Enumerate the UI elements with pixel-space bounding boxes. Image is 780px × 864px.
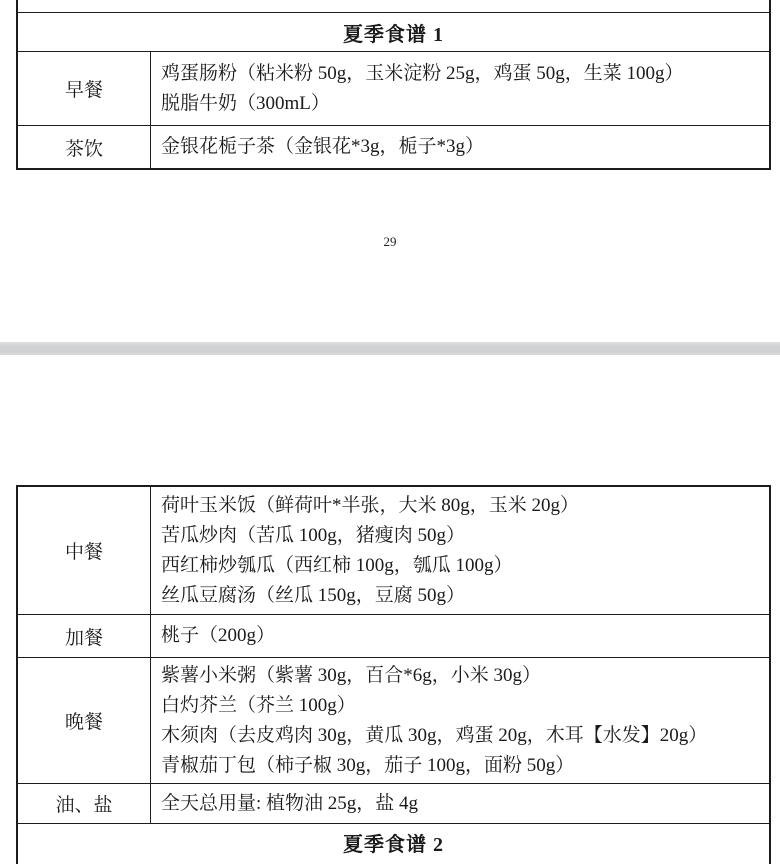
dish-line: 丝瓜豆腐汤（丝瓜 150g，豆腐 50g）	[161, 584, 466, 606]
document-page-30	[0, 355, 780, 856]
table-row-tea	[18, 126, 769, 168]
document-page-29	[0, 0, 780, 342]
dish-line: 全天总用量: 植物油 25g，盐 4g	[161, 792, 419, 814]
dish-line: 西红柿炒瓠瓜（西红柿 100g，瓠瓜 100g）	[161, 554, 513, 576]
dish-line: 苦瓜炒肉（苦瓜 100g，猪瘦肉 50g）	[161, 524, 466, 546]
row-content-oil-salt	[151, 784, 769, 823]
dish-line: 鸡蛋肠粉（粘米粉 50g，玉米淀粉 25g，鸡蛋 50g，生菜 100g）	[161, 62, 684, 84]
row-content-tea	[151, 126, 769, 168]
next-table-title-row	[18, 824, 769, 864]
table-partial-top-row	[18, 0, 769, 13]
dish-line: 白灼芥兰（芥兰 100g）	[161, 694, 356, 716]
page-separator-band	[0, 342, 780, 355]
table-row-breakfast	[18, 52, 769, 126]
row-label-lunch: 中餐	[18, 487, 151, 614]
dish-line: 青椒茄丁包（柿子椒 30g，茄子 100g，面粉 50g）	[161, 754, 575, 776]
table-row-oil-salt	[18, 784, 769, 824]
dish-line: 木须肉（去皮鸡肉 30g，黄瓜 30g，鸡蛋 20g，木耳【水发】20g）	[161, 724, 708, 746]
table-title-row	[18, 13, 769, 52]
row-label-dinner: 晚餐	[18, 658, 151, 783]
next-table-title: 夏季食谱 2	[343, 834, 444, 856]
recipe-table-summer-1-continued	[16, 485, 771, 864]
table-row-snack	[18, 615, 769, 658]
row-content-lunch	[151, 487, 769, 614]
row-label-tea: 茶饮	[18, 126, 151, 168]
row-label-oil-salt: 油、盐	[18, 784, 151, 823]
row-label-breakfast: 早餐	[18, 52, 151, 125]
row-content-snack	[151, 615, 769, 657]
row-label-snack: 加餐	[18, 615, 151, 657]
dish-line: 桃子（200g）	[161, 625, 276, 646]
dish-line: 脱脂牛奶（300mL）	[161, 92, 330, 114]
row-content-dinner	[151, 658, 769, 783]
dish-line: 金银花栀子茶（金银花*3g，栀子*3g）	[161, 136, 485, 157]
dish-line: 荷叶玉米饭（鲜荷叶*半张，大米 80g，玉米 20g）	[161, 494, 580, 516]
page-number: 29	[383, 234, 397, 249]
table-title: 夏季食谱 1	[343, 23, 444, 46]
dish-line: 紫薯小米粥（紫薯 30g，百合*6g，小米 30g）	[161, 664, 542, 686]
row-content-breakfast	[151, 52, 769, 125]
table-row-dinner	[18, 658, 769, 784]
table-row-lunch	[18, 487, 769, 615]
recipe-table-summer-1	[16, 0, 771, 170]
